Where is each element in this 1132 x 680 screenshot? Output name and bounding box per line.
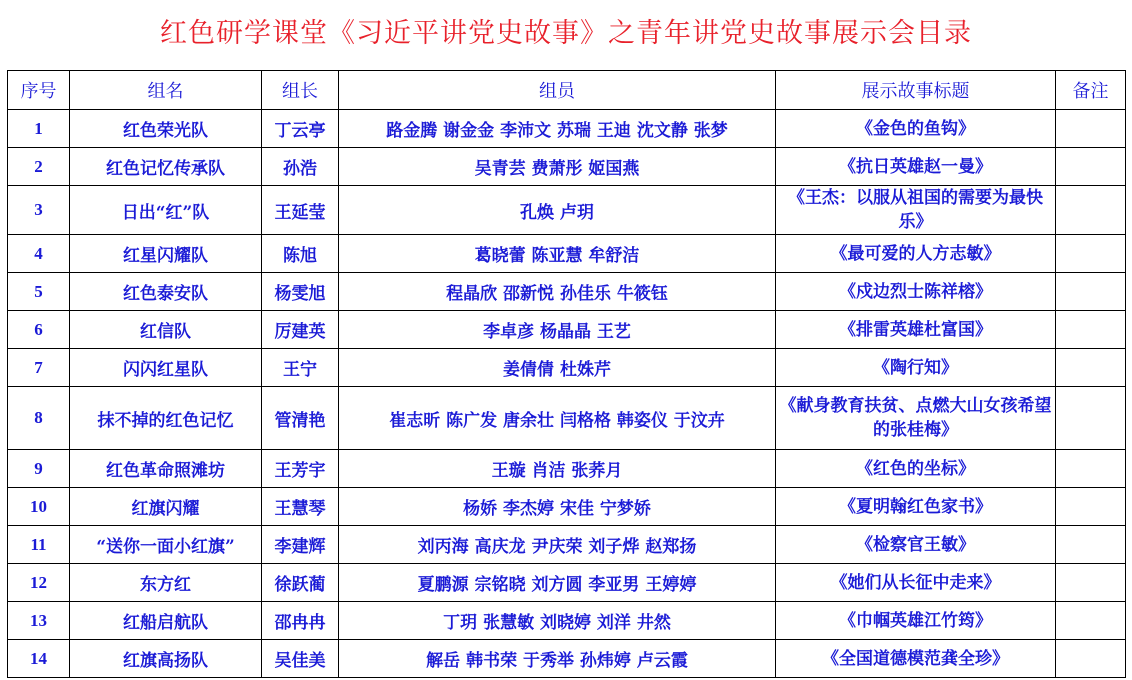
cell-leader: 邵冉冉 xyxy=(262,602,339,640)
cell-leader: 徐跃蔺 xyxy=(262,564,339,602)
cell-leader: 吴佳美 xyxy=(262,640,339,678)
cell-members: 葛晓蕾 陈亚慧 牟舒洁 xyxy=(339,235,776,273)
cell-seq: 4 xyxy=(8,235,70,273)
table-row xyxy=(8,311,1126,349)
cell-group: 红色泰安队 xyxy=(70,273,262,311)
cell-seq: 3 xyxy=(8,186,70,235)
cell-seq: 12 xyxy=(8,564,70,602)
directory-table xyxy=(7,70,1126,678)
cell-seq: 14 xyxy=(8,640,70,678)
cell-story: 《金色的鱼钩》 xyxy=(776,110,1056,148)
cell-seq: 8 xyxy=(8,387,70,450)
cell-seq: 6 xyxy=(8,311,70,349)
cell-members: 姜倩倩 杜姝芹 xyxy=(339,349,776,387)
table-row xyxy=(8,640,1126,678)
table-row xyxy=(8,387,1126,450)
cell-seq: 9 xyxy=(8,450,70,488)
cell-story: 《全国道德模范龚全珍》 xyxy=(776,640,1056,678)
cell-note xyxy=(1056,148,1126,186)
cell-story: 《她们从长征中走来》 xyxy=(776,564,1056,602)
header-note: 备注 xyxy=(1056,71,1126,110)
cell-note xyxy=(1056,311,1126,349)
cell-story: 《检察官王敏》 xyxy=(776,526,1056,564)
cell-story: 《巾帼英雄江竹筠》 xyxy=(776,602,1056,640)
header-row xyxy=(8,71,1126,110)
table-row xyxy=(8,349,1126,387)
cell-members: 夏鹏源 宗铭晓 刘方圆 李亚男 王婷婷 xyxy=(339,564,776,602)
cell-members: 解岳 韩书荣 于秀举 孙炜婷 卢云霞 xyxy=(339,640,776,678)
cell-leader: 厉建英 xyxy=(262,311,339,349)
cell-story: 《戍边烈士陈祥榕》 xyxy=(776,273,1056,311)
cell-leader: 陈旭 xyxy=(262,235,339,273)
cell-seq: 10 xyxy=(8,488,70,526)
cell-group: 红旗闪耀 xyxy=(70,488,262,526)
cell-story: 《最可爱的人方志敏》 xyxy=(776,235,1056,273)
cell-group: 红星闪耀队 xyxy=(70,235,262,273)
cell-leader: 王宁 xyxy=(262,349,339,387)
cell-seq: 13 xyxy=(8,602,70,640)
cell-seq: 7 xyxy=(8,349,70,387)
cell-note xyxy=(1056,387,1126,450)
cell-leader: 孙浩 xyxy=(262,148,339,186)
table-row xyxy=(8,110,1126,148)
table-row xyxy=(8,488,1126,526)
cell-leader: 杨雯旭 xyxy=(262,273,339,311)
cell-story: 《抗日英雄赵一曼》 xyxy=(776,148,1056,186)
cell-note xyxy=(1056,349,1126,387)
cell-leader: 王慧琴 xyxy=(262,488,339,526)
cell-leader: 李建辉 xyxy=(262,526,339,564)
cell-seq: 2 xyxy=(8,148,70,186)
table-row xyxy=(8,450,1126,488)
cell-seq: 1 xyxy=(8,110,70,148)
cell-leader: 管清艳 xyxy=(262,387,339,450)
cell-members: 李卓彦 杨晶晶 王艺 xyxy=(339,311,776,349)
cell-group: 日出“红”队 xyxy=(70,186,262,235)
cell-seq: 5 xyxy=(8,273,70,311)
header-members: 组员 xyxy=(339,71,776,110)
cell-note xyxy=(1056,110,1126,148)
cell-note xyxy=(1056,450,1126,488)
cell-group: 红色革命照滩坊 xyxy=(70,450,262,488)
cell-group: 红信队 xyxy=(70,311,262,349)
table-row xyxy=(8,235,1126,273)
cell-story: 《红色的坐标》 xyxy=(776,450,1056,488)
cell-note xyxy=(1056,186,1126,235)
table-row xyxy=(8,526,1126,564)
header-story: 展示故事标题 xyxy=(776,71,1056,110)
table-row xyxy=(8,273,1126,311)
cell-group: 抹不掉的红色记忆 xyxy=(70,387,262,450)
cell-note xyxy=(1056,564,1126,602)
cell-members: 刘丙海 高庆龙 尹庆荣 刘子烨 赵郑扬 xyxy=(339,526,776,564)
header-group: 组名 xyxy=(70,71,262,110)
cell-members: 路金腾 谢金金 李沛文 苏瑞 王迪 沈文静 张梦 xyxy=(339,110,776,148)
cell-group: 红船启航队 xyxy=(70,602,262,640)
cell-group: 红色记忆传承队 xyxy=(70,148,262,186)
cell-seq: 11 xyxy=(8,526,70,564)
cell-note xyxy=(1056,273,1126,311)
cell-story: 《陶行知》 xyxy=(776,349,1056,387)
table-row xyxy=(8,564,1126,602)
cell-members: 崔志昕 陈广发 唐余壮 闫格格 韩姿仪 于汶卉 xyxy=(339,387,776,450)
cell-members: 王璇 肖洁 张荞月 xyxy=(339,450,776,488)
table-body xyxy=(8,110,1126,678)
cell-story: 《排雷英雄杜富国》 xyxy=(776,311,1056,349)
cell-members: 吴青芸 费萧彤 姬国燕 xyxy=(339,148,776,186)
cell-group: 东方红 xyxy=(70,564,262,602)
cell-members: 孔焕 卢玥 xyxy=(339,186,776,235)
table-row xyxy=(8,148,1126,186)
cell-leader: 王芳宇 xyxy=(262,450,339,488)
cell-members: 程晶欣 邵新悦 孙佳乐 牛筱钰 xyxy=(339,273,776,311)
cell-story: 《夏明翰红色家书》 xyxy=(776,488,1056,526)
cell-note xyxy=(1056,602,1126,640)
cell-note xyxy=(1056,488,1126,526)
cell-members: 丁玥 张慧敏 刘晓婷 刘洋 井然 xyxy=(339,602,776,640)
cell-note xyxy=(1056,235,1126,273)
cell-group: 红旗高扬队 xyxy=(70,640,262,678)
cell-group: 闪闪红星队 xyxy=(70,349,262,387)
cell-group: “送你一面小红旗” xyxy=(70,526,262,564)
header-seq: 序号 xyxy=(8,71,70,110)
table-row xyxy=(8,186,1126,235)
page-title: 红色研学课堂《习近平讲党史故事》之青年讲党史故事展示会目录 xyxy=(160,18,972,49)
cell-story: 《献身教育扶贫、点燃大山女孩希望的张桂梅》 xyxy=(776,387,1056,450)
table-row xyxy=(8,602,1126,640)
cell-note xyxy=(1056,640,1126,678)
cell-group: 红色荣光队 xyxy=(70,110,262,148)
cell-leader: 丁云亭 xyxy=(262,110,339,148)
cell-leader: 王延莹 xyxy=(262,186,339,235)
cell-members: 杨娇 李杰婷 宋佳 宁梦娇 xyxy=(339,488,776,526)
cell-story: 《王杰：以服从祖国的需要为最快乐》 xyxy=(776,186,1056,235)
cell-note xyxy=(1056,526,1126,564)
header-leader: 组长 xyxy=(262,71,339,110)
